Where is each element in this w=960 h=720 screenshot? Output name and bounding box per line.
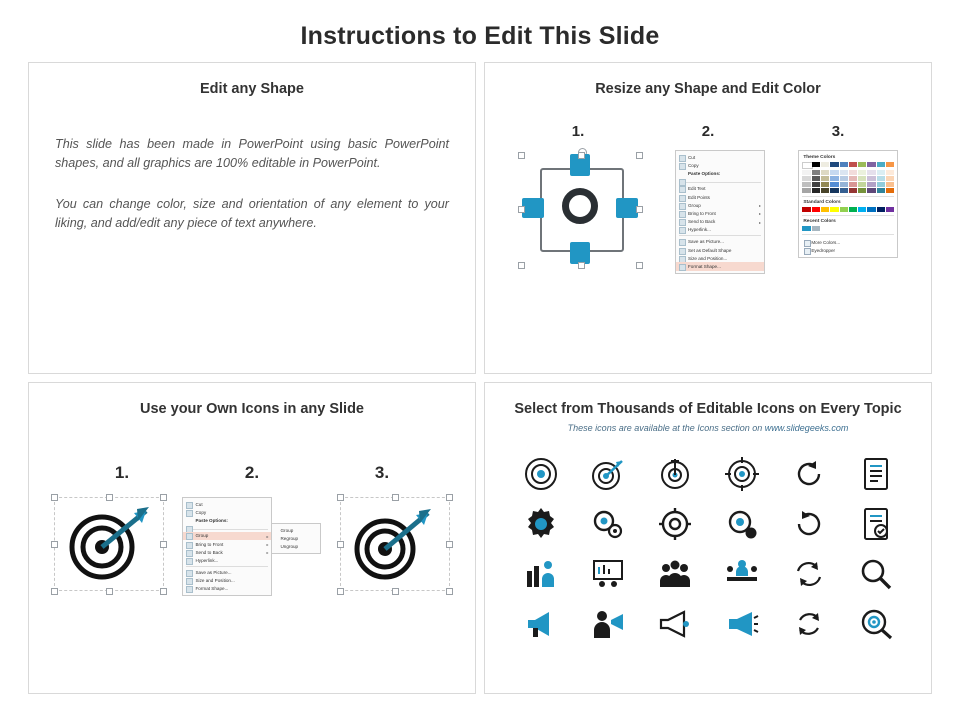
resize-handle-bl [51,588,58,595]
theme-colors-label: Theme Colors [803,155,836,160]
own-icons-figures [29,497,475,596]
swatch[interactable] [821,188,829,193]
menu-item-label: Send to Back [195,549,223,555]
refresh-clockwise-icon[interactable] [794,459,824,489]
swatch-empty [886,226,894,231]
eyedropper-label: Eyedropper [811,247,836,253]
resize-handle-mr [446,541,453,548]
group-people-icon[interactable] [658,557,692,591]
theme-colors-shades[interactable] [802,182,894,187]
menu-item-label: Copy [195,509,207,515]
swatch-empty [840,226,848,231]
menu-item-hyperlink[interactable] [676,226,764,234]
theme-colors-tints[interactable] [802,170,894,175]
menu-item-label: Save as Picture... [687,239,724,245]
selection-box [340,497,450,591]
menu-item-paste-options[interactable] [676,169,764,177]
context-menu-group[interactable] [182,497,272,596]
swatch[interactable] [840,176,848,181]
swatch[interactable] [886,162,894,167]
resize-handle-br [160,588,167,595]
menu-item-label: Edit Points [687,194,710,200]
swatch-empty [867,226,875,231]
panel-own-icons [28,382,476,694]
swatch-empty [830,226,838,231]
magnifier-icon[interactable] [860,558,892,590]
menu-item-label: Group [687,202,701,208]
swatch[interactable] [830,188,838,193]
menu-item-copy[interactable] [183,508,271,516]
swatch[interactable] [858,182,866,187]
swatch[interactable] [802,182,810,187]
menu-paste-icons[interactable] [183,525,271,528]
swatch[interactable] [821,170,829,175]
menu-item-label: Bring to Front [687,210,716,216]
color-picker[interactable] [798,150,898,258]
eyedropper-icon [804,248,811,255]
resize-handle-bl [518,262,525,269]
swatch[interactable] [886,176,894,181]
group-submenu[interactable] [271,523,321,554]
menu-item-cut[interactable] [183,500,271,508]
resize-handle-tc [578,152,585,159]
sync-arrows-icon[interactable] [794,559,824,589]
submenu-item-regroup[interactable] [272,534,320,542]
swatch-empty [858,226,866,231]
person-speaker-icon[interactable] [591,608,625,640]
more-colors-label: More Colors... [811,239,841,245]
refresh-arrow-icon[interactable] [794,509,824,539]
resize-step-figures [485,150,931,274]
swatch[interactable] [830,176,838,181]
gear-settings-icon[interactable] [725,507,759,541]
document-lines-icon[interactable] [861,457,891,491]
resize-handle-tr [160,494,167,501]
format-shape-icon [186,586,193,593]
menu-item-label: Format Shape... [195,586,229,592]
checklist-document-icon[interactable] [861,507,891,541]
team-meeting-icon[interactable] [725,557,759,591]
step-number-3: 3. [831,123,845,140]
swatch[interactable] [840,162,848,167]
menu-item-save-as-picture[interactable] [183,569,271,577]
swatch[interactable] [840,170,848,175]
swatch[interactable] [877,176,885,181]
panel-icon-library-subtitle [485,423,931,433]
step-number-3: 3. [374,463,390,482]
menu-item-label: Bring to Front [195,541,224,547]
swatch-empty [821,226,829,231]
swatch[interactable] [867,170,875,175]
target-arrow-icon[interactable] [591,457,625,491]
hyperlink-icon [186,558,193,565]
more-colors-option[interactable] [802,238,894,246]
swatch[interactable] [867,188,875,193]
step-number-1: 1. [114,463,130,482]
gear-solid-icon[interactable] [524,507,558,541]
menu-item-label: Send to Back [687,219,716,225]
panel-resize-shape [484,62,932,374]
panel-edit-shape-title: Edit any Shape [200,81,304,97]
swatch[interactable] [858,207,866,212]
swatch[interactable] [849,162,857,167]
shape-tab-right [616,198,638,218]
swatch-empty [849,226,857,231]
bullhorn-icon[interactable] [658,609,692,639]
menu-item-group[interactable] [676,201,764,209]
menu-item-edit-points[interactable] [676,193,764,201]
menu-item-bring-to-front[interactable] [183,540,271,548]
recycle-arrows-icon[interactable] [794,609,824,639]
page-title: Instructions to Edit This Slide [300,22,660,50]
swatch[interactable] [849,170,857,175]
chevron-right-icon: ▸ [758,203,761,209]
menu-item-group[interactable] [183,532,271,540]
shape-tab-left [522,198,544,218]
swatch[interactable] [802,170,810,175]
menu-item-size-and-position[interactable] [676,254,764,262]
swatch[interactable] [886,207,894,212]
swatch[interactable] [886,182,894,187]
swatch[interactable] [858,188,866,193]
picker-divider [802,234,894,235]
color-picker-figure [798,150,898,258]
swatch[interactable] [877,188,885,193]
menu-item-label: Cut [687,154,696,160]
swatch[interactable] [858,170,866,175]
menu-item-cut[interactable] [676,153,764,161]
shape-tab-bottom [570,242,590,264]
resize-handle-ml [337,541,344,548]
submenu-item-label: Group [280,527,294,533]
menu-separator [186,566,268,567]
swatch[interactable] [877,207,885,212]
resize-handle-tl [337,494,344,501]
recent-colors-label: Recent Colors [803,219,836,224]
selection-box [54,497,164,591]
resize-handle-br [446,588,453,595]
hyperlink-icon [679,227,686,234]
resize-handle-bl [337,588,344,595]
menu-item-label: Edit Text [687,186,706,192]
menu-separator [186,529,268,530]
chevron-right-icon: ▸ [266,550,269,556]
format-shape-icon [679,264,686,271]
swatch[interactable] [886,170,894,175]
context-menu-figure [675,150,765,274]
menu-item-hyperlink[interactable] [183,556,271,564]
target-selected-figure-2 [340,497,450,591]
swatch[interactable] [867,162,875,167]
swatch-empty [877,226,885,231]
standard-colors-label: Standard Colors [803,200,841,205]
resize-handle-tr [446,494,453,501]
swatch[interactable] [812,226,820,231]
swatch[interactable] [877,170,885,175]
loudspeaker-icon[interactable] [725,609,759,639]
swatch[interactable] [812,162,820,167]
swatch[interactable] [867,182,875,187]
resize-handle-bc [392,588,399,595]
panel-grid [28,62,932,692]
menu-item-send-to-back[interactable] [183,548,271,556]
swatch[interactable] [821,207,829,212]
person-chart-icon[interactable] [524,557,558,591]
menu-item-label: Group [195,533,209,539]
menu-item-label: Size and Position... [195,578,235,584]
swatch[interactable] [821,162,829,167]
swatch[interactable] [830,182,838,187]
panel-icon-library [484,382,932,694]
swatch[interactable] [802,176,810,181]
submenu-item-ungroup[interactable] [272,542,320,550]
resize-handle-br [636,262,643,269]
swatch[interactable] [858,176,866,181]
theme-colors-row[interactable] [802,162,894,169]
swatch[interactable] [812,176,820,181]
swatch[interactable] [812,207,820,212]
resize-step-numbers [485,123,931,140]
swatch[interactable] [867,207,875,212]
menu-item-copy[interactable] [676,161,764,169]
swatch[interactable] [849,207,857,212]
shape-ring [562,188,598,224]
step-number-2: 2. [244,463,260,482]
menu-item-paste-options[interactable] [183,516,271,524]
submenu-item-label: Regroup [280,535,299,541]
swatch[interactable] [802,207,810,212]
menu-item-format-shape[interactable] [183,585,271,593]
chevron-right-icon: ▸ [266,533,269,539]
swatch[interactable] [812,182,820,187]
chevron-right-icon: ▸ [758,219,761,225]
target-dart-icon[interactable] [658,457,692,491]
resize-handle-tl [518,152,525,159]
subtitle-text: These icons are available at the Icons section on [567,423,765,433]
theme-colors-tints-2[interactable] [802,176,894,181]
panel-edit-shape-paragraph-2: You can change color, size and orientation of any element to your liking, and add/edit any piece of text anywhere. [55,197,449,230]
gear-double-icon[interactable] [591,507,625,541]
swatch[interactable] [877,182,885,187]
swatch[interactable] [821,176,829,181]
slidegeeks-url: www.slidegeeks.com [764,423,849,433]
presentation-people-icon[interactable] [591,557,625,591]
recent-colors-row[interactable] [802,226,894,231]
swatch[interactable] [849,176,857,181]
swatch[interactable] [802,188,810,193]
resize-handle-tc [106,494,113,501]
target-circle-icon[interactable] [524,457,558,491]
menu-item-label: Format Shape... [687,264,721,270]
menu-item-format-shape[interactable] [676,262,764,270]
menu-item-label: Paste Options: [195,517,228,523]
target-crosshair-icon[interactable] [725,457,759,491]
swatch[interactable] [886,188,894,193]
resize-handle-mr [160,541,167,548]
menu-item-label: Paste Options: [687,170,721,176]
menu-separator [679,182,761,183]
resize-handle-bc [578,262,585,269]
swatch[interactable] [830,207,838,212]
swatch[interactable] [877,162,885,167]
megaphone-icon[interactable] [524,609,558,639]
swatch[interactable] [830,170,838,175]
menu-item-size-and-position[interactable] [183,577,271,585]
resize-handle-tl [51,494,58,501]
menu-item-label: Size and Position... [687,255,728,261]
menu-item-label: Set as Default Shape [687,247,732,253]
resize-handle-ml [518,206,525,213]
chevron-right-icon: ▸ [266,541,269,547]
swatch[interactable] [849,182,857,187]
resize-handle-bc [106,588,113,595]
target-selected-figure-1 [54,497,164,591]
menu-item-save-as-picture[interactable] [676,238,764,246]
swatch[interactable] [849,188,857,193]
panel-edit-shape [28,62,476,374]
step-number-2: 2. [701,123,715,140]
menu-item-label: Hyperlink... [687,227,711,233]
menu-separator [679,235,761,236]
menu-paste-icons[interactable] [676,178,764,181]
swatch[interactable] [840,182,848,187]
menu-item-label: Cut [195,501,203,507]
resize-handle-ml [51,541,58,548]
picker-divider [802,196,894,197]
group-menu-figure [182,497,321,596]
menu-item-label: Hyperlink... [195,557,219,563]
picker-divider [802,215,894,216]
standard-colors-row[interactable] [802,207,894,212]
menu-item-bring-to-front[interactable] [676,209,764,217]
swatch[interactable] [858,162,866,167]
eyedropper-option[interactable] [802,246,894,254]
own-icons-step-numbers [29,463,475,483]
resize-handle-tr [636,152,643,159]
panel-icon-library-title: Select from Thousands of Editable Icons on Every Topic [514,401,902,417]
swatch[interactable] [812,170,820,175]
resize-handle-tc [392,494,399,501]
swatch[interactable] [840,207,848,212]
theme-colors-shades-2[interactable] [802,188,894,193]
resize-handle-mr [636,206,643,213]
panel-resize-shape-title: Resize any Shape and Edit Color [595,81,821,97]
swatch[interactable] [867,176,875,181]
icon-grid [507,449,909,649]
swatch[interactable] [812,188,820,193]
swatch[interactable] [802,226,810,231]
swatch[interactable] [830,162,838,167]
panel-own-icons-title: Use your Own Icons in any Slide [140,401,364,417]
menu-item-send-to-back[interactable] [676,218,764,226]
target-search-icon[interactable] [859,608,893,640]
chevron-right-icon: ▸ [758,211,761,217]
menu-item-set-default-shape[interactable] [676,246,764,254]
swatch[interactable] [821,182,829,187]
gear-outline-icon[interactable] [658,507,692,541]
shape-handles-figure [518,150,642,270]
menu-item-label: Copy [687,162,699,168]
swatch[interactable] [840,188,848,193]
submenu-item-group[interactable] [272,526,320,534]
menu-item-edit-text[interactable] [676,185,764,193]
menu-item-label: Save as Picture... [195,570,232,576]
submenu-item-label: Ungroup [280,543,299,549]
panel-edit-shape-paragraph-1: This slide has been made in PowerPoint using basic PowerPoint shapes, and all graphics are 100% editable in PowerPoint. [55,137,449,170]
step-number-1: 1. [571,123,585,140]
context-menu[interactable] [675,150,765,274]
